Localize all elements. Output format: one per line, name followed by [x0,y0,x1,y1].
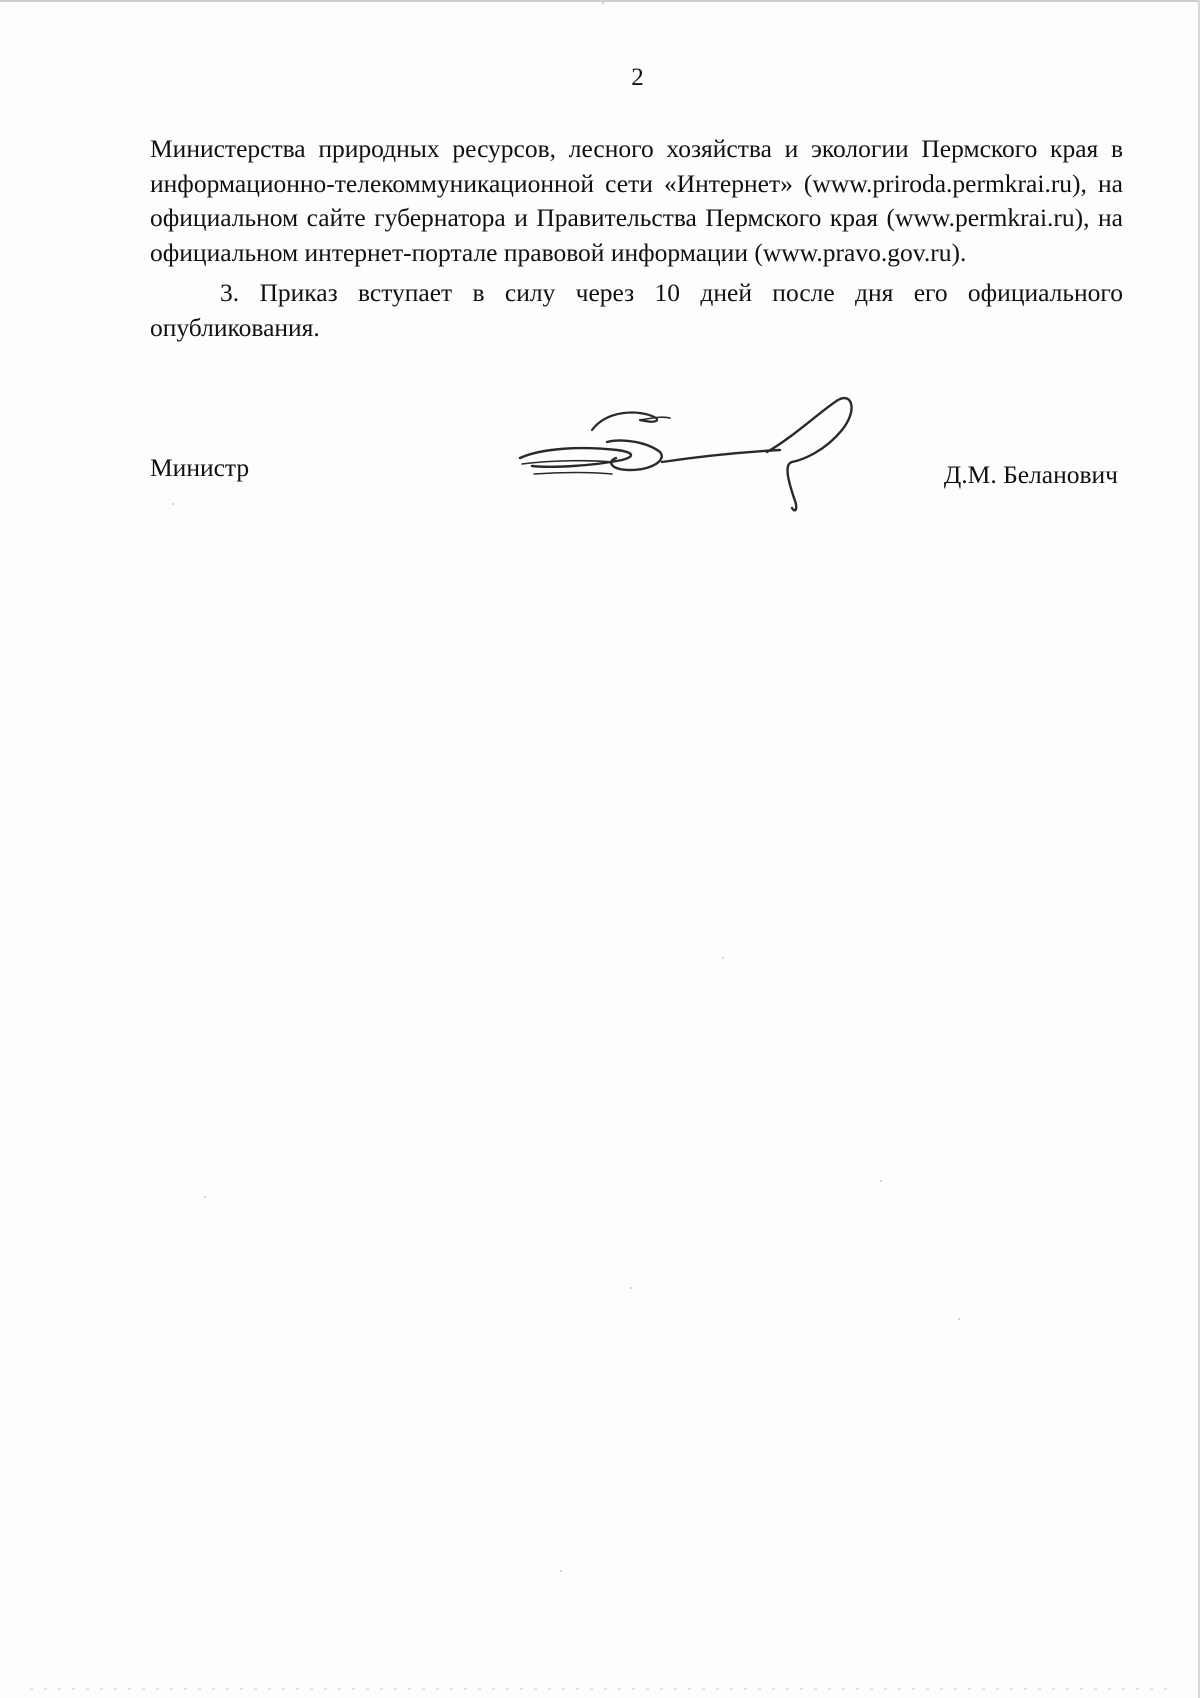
scan-speck [880,1180,882,1182]
signer-title: Министр [150,453,250,482]
handwritten-signature [512,390,862,520]
scan-edge-top [0,0,1200,2]
document-body [150,132,1123,346]
signer-name: Д.М. Беланович [943,460,1118,489]
scan-speck [602,2,604,4]
paragraph-3: 3. Приказ вступает в силу через 10 дней после дня его официального опубликования. [150,278,1123,342]
scan-speck [630,1287,632,1289]
page-number: 2 [631,64,644,91]
scan-speck [204,1196,206,1198]
scan-speck [560,1570,562,1572]
scan-bottom-noise [30,1688,1170,1690]
scan-speck [172,503,174,505]
scan-speck [722,957,724,959]
scan-speck [958,1318,960,1320]
paragraph-continued: Министерства природных ресурсов, лесного хозяйства и экологии Пермского края в информационно-телекоммуникационной сети «Интернет» (www.priroda.permkrai.ru), на официальном сайте губернатора и Правительства Пермского края (www.permkrai.ru), на официальном интернет-портале правовой информации (www.pravo.gov.ru). [150,134,1123,267]
